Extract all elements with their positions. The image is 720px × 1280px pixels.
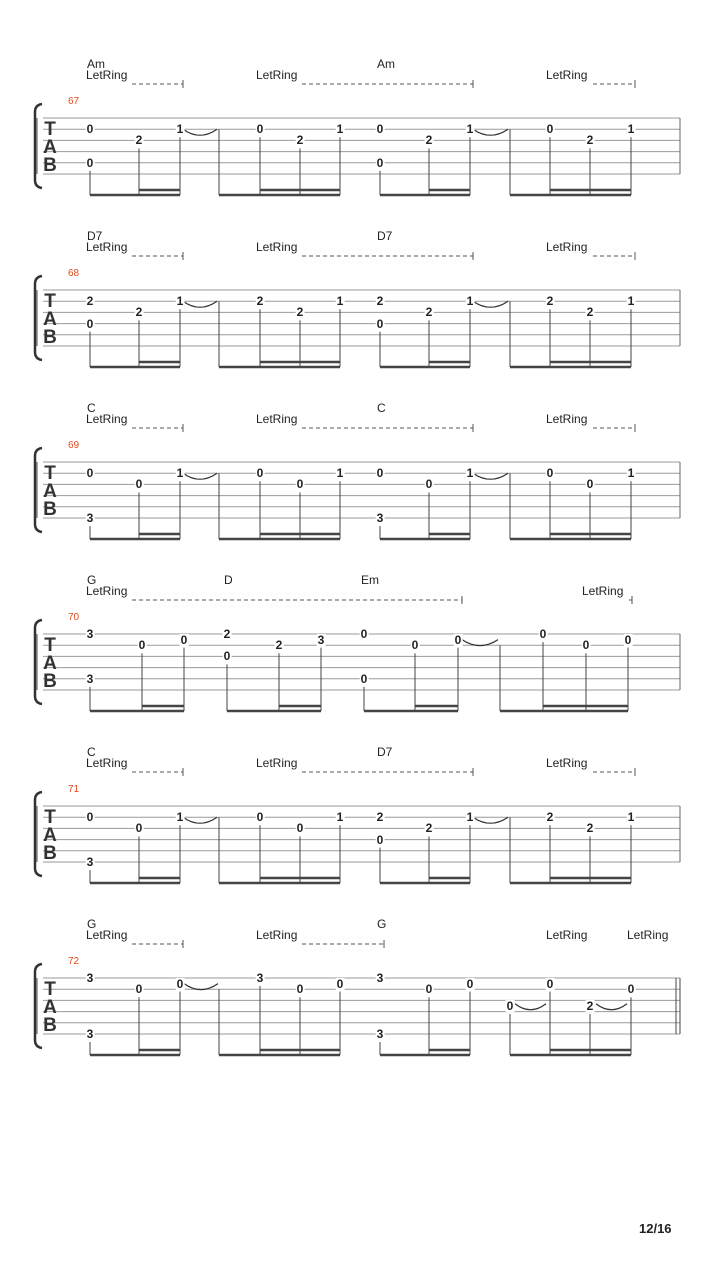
fret-number: 1 (466, 294, 474, 309)
tab-clef-letter: T (44, 979, 56, 1000)
fret-number: 2 (376, 810, 384, 825)
fret-number: 3 (256, 971, 264, 985)
fret-number: 0 (411, 638, 419, 653)
tie-arc (596, 1004, 627, 1010)
fret-number: 0 (86, 466, 94, 481)
let-ring-label: LetRing (546, 240, 588, 254)
fret-number: 1 (627, 810, 635, 825)
tab-clef-letter: B (43, 155, 57, 176)
tie-arc (183, 817, 217, 823)
let-ring-label: LetRing (546, 412, 588, 426)
fret-number: 0 (546, 976, 554, 991)
tab-clef-letter: A (43, 481, 57, 502)
fret-number: 0 (135, 982, 143, 997)
chord-label: Am (377, 57, 395, 71)
let-ring-label: LetRing (546, 756, 588, 770)
fret-number: 2 (256, 294, 264, 309)
fret-number: 1 (336, 122, 344, 137)
fret-number: 0 (256, 466, 264, 481)
fret-number: 3 (376, 971, 384, 985)
tab-clef-letter: T (44, 635, 56, 656)
fret-number: 0 (180, 632, 188, 647)
fret-number: 1 (336, 466, 344, 481)
staff-bracket (35, 448, 42, 532)
tab-clef-letter: T (44, 463, 56, 484)
fret-number: 2 (425, 305, 433, 320)
tie-arc (473, 473, 508, 479)
fret-number: 1 (176, 122, 184, 137)
let-ring-label: LetRing (86, 756, 128, 770)
fret-number: 1 (176, 466, 184, 481)
fret-number: 1 (466, 122, 474, 137)
fret-number: 0 (86, 155, 94, 170)
chord-label: G (87, 917, 97, 931)
fret-number: 0 (376, 122, 384, 137)
tab-clef-letter: A (43, 997, 57, 1018)
fret-number: 0 (376, 316, 384, 331)
fret-number: 1 (336, 810, 344, 825)
fret-number: 0 (586, 477, 594, 492)
fret-number: 0 (425, 477, 433, 492)
fret-number: 0 (546, 122, 554, 137)
fret-number: 3 (86, 627, 94, 641)
chord-label: D7 (87, 229, 103, 243)
measure-number: 71 (68, 784, 80, 795)
fret-number: 2 (135, 133, 143, 148)
tab-clef-letter: B (43, 499, 57, 520)
tie-arc (183, 301, 217, 307)
fret-number: 0 (627, 982, 635, 997)
fret-number: 0 (539, 627, 547, 641)
fret-number: 0 (506, 999, 514, 1013)
let-ring-label: LetRing (546, 928, 588, 942)
let-ring-label: LetRing (86, 584, 128, 598)
measure-number: 72 (68, 956, 80, 967)
fret-number: 2 (586, 821, 594, 836)
fret-number: 3 (86, 855, 94, 869)
tab-clef-letter: T (44, 807, 56, 828)
fret-number: 1 (627, 294, 635, 309)
fret-number: 3 (86, 671, 94, 686)
fret-number: 0 (336, 976, 344, 991)
chord-label: Am (87, 57, 105, 71)
fret-number: 0 (376, 155, 384, 170)
fret-number: 0 (360, 671, 368, 686)
fret-number: 0 (86, 810, 94, 825)
fret-number: 0 (256, 122, 264, 137)
fret-number: 0 (256, 810, 264, 825)
fret-number: 1 (627, 466, 635, 481)
fret-number: 3 (86, 511, 94, 525)
fret-number: 2 (86, 294, 94, 309)
tab-clef-letter: A (43, 309, 57, 330)
let-ring-label: LetRing (256, 756, 298, 770)
fret-number: 3 (86, 1027, 94, 1041)
fret-number: 2 (296, 133, 304, 148)
fret-number: 0 (582, 638, 590, 653)
staff-bracket (35, 104, 42, 188)
tab-clef-letter: B (43, 1015, 57, 1036)
fret-number: 3 (317, 632, 325, 647)
tab-clef-letter: T (44, 291, 56, 312)
fret-number: 1 (176, 810, 184, 825)
fret-number: 2 (425, 821, 433, 836)
let-ring-label: LetRing (627, 928, 669, 942)
let-ring-label: LetRing (86, 68, 128, 82)
fret-number: 0 (135, 477, 143, 492)
tie-arc (184, 984, 218, 990)
tie-arc (183, 473, 217, 479)
fret-number: 2 (546, 294, 554, 309)
chord-label: D (224, 573, 233, 587)
fret-number: 0 (296, 982, 304, 997)
fret-number: 2 (586, 999, 594, 1013)
let-ring-label: LetRing (582, 584, 624, 598)
fret-number: 2 (546, 810, 554, 825)
let-ring-label: LetRing (256, 68, 298, 82)
page-number: 12/16 (639, 1221, 672, 1236)
fret-number: 2 (223, 627, 231, 641)
chord-label: C (377, 401, 386, 415)
chord-label: G (87, 573, 97, 587)
fret-number: 2 (135, 305, 143, 320)
tie-arc (183, 129, 217, 135)
tie-arc (515, 1004, 546, 1010)
fret-number: 1 (466, 810, 474, 825)
fret-number: 2 (376, 294, 384, 309)
tie-arc (473, 129, 508, 135)
fret-number: 0 (296, 477, 304, 492)
tab-clef-letter: B (43, 843, 57, 864)
fret-number: 2 (586, 133, 594, 148)
measure-number: 70 (68, 612, 80, 623)
fret-number: 2 (275, 638, 283, 653)
chord-label: Em (361, 573, 379, 587)
tab-clef-letter: T (44, 119, 56, 140)
fret-number: 0 (223, 649, 231, 664)
tie-arc (462, 640, 498, 646)
fret-number: 0 (466, 976, 474, 991)
fret-number: 0 (425, 982, 433, 997)
fret-number: 2 (586, 305, 594, 320)
fret-number: 3 (86, 971, 94, 985)
fret-number: 0 (624, 632, 632, 647)
fret-number: 0 (376, 466, 384, 481)
fret-number: 2 (296, 305, 304, 320)
measure-number: 68 (68, 268, 80, 279)
fret-number: 0 (135, 821, 143, 836)
tie-arc (473, 817, 508, 823)
let-ring-label: LetRing (256, 412, 298, 426)
let-ring-label: LetRing (86, 240, 128, 254)
tab-clef-letter: A (43, 825, 57, 846)
fret-number: 0 (376, 832, 384, 847)
fret-number: 1 (627, 122, 635, 137)
fret-number: 3 (376, 1027, 384, 1041)
staff-bracket (35, 964, 42, 1048)
fret-number: 0 (86, 316, 94, 331)
let-ring-label: LetRing (86, 928, 128, 942)
fret-number: 0 (296, 821, 304, 836)
fret-number: 0 (176, 976, 184, 991)
let-ring-label: LetRing (86, 412, 128, 426)
fret-number: 2 (425, 133, 433, 148)
fret-number: 1 (336, 294, 344, 309)
let-ring-label: LetRing (256, 928, 298, 942)
fret-number: 1 (466, 466, 474, 481)
fret-number: 0 (546, 466, 554, 481)
tab-clef-letter: B (43, 671, 57, 692)
staff-bracket (35, 792, 42, 876)
staff-bracket (35, 620, 42, 704)
fret-number: 0 (360, 627, 368, 641)
chord-label: C (87, 745, 96, 759)
fret-number: 0 (86, 122, 94, 137)
tab-clef-letter: B (43, 327, 57, 348)
fret-number: 0 (454, 632, 462, 647)
chord-label: C (87, 401, 96, 415)
chord-label: D7 (377, 229, 393, 243)
tie-arc (473, 301, 508, 307)
let-ring-label: LetRing (546, 68, 588, 82)
let-ring-label: LetRing (256, 240, 298, 254)
fret-number: 1 (176, 294, 184, 309)
chord-label: G (377, 917, 387, 931)
measure-number: 69 (68, 440, 80, 451)
fret-number: 0 (138, 638, 146, 653)
measure-number: 67 (68, 96, 80, 107)
tab-clef-letter: A (43, 653, 57, 674)
tab-clef-letter: A (43, 137, 57, 158)
fret-number: 3 (376, 511, 384, 525)
chord-label: D7 (377, 745, 393, 759)
staff-bracket (35, 276, 42, 360)
